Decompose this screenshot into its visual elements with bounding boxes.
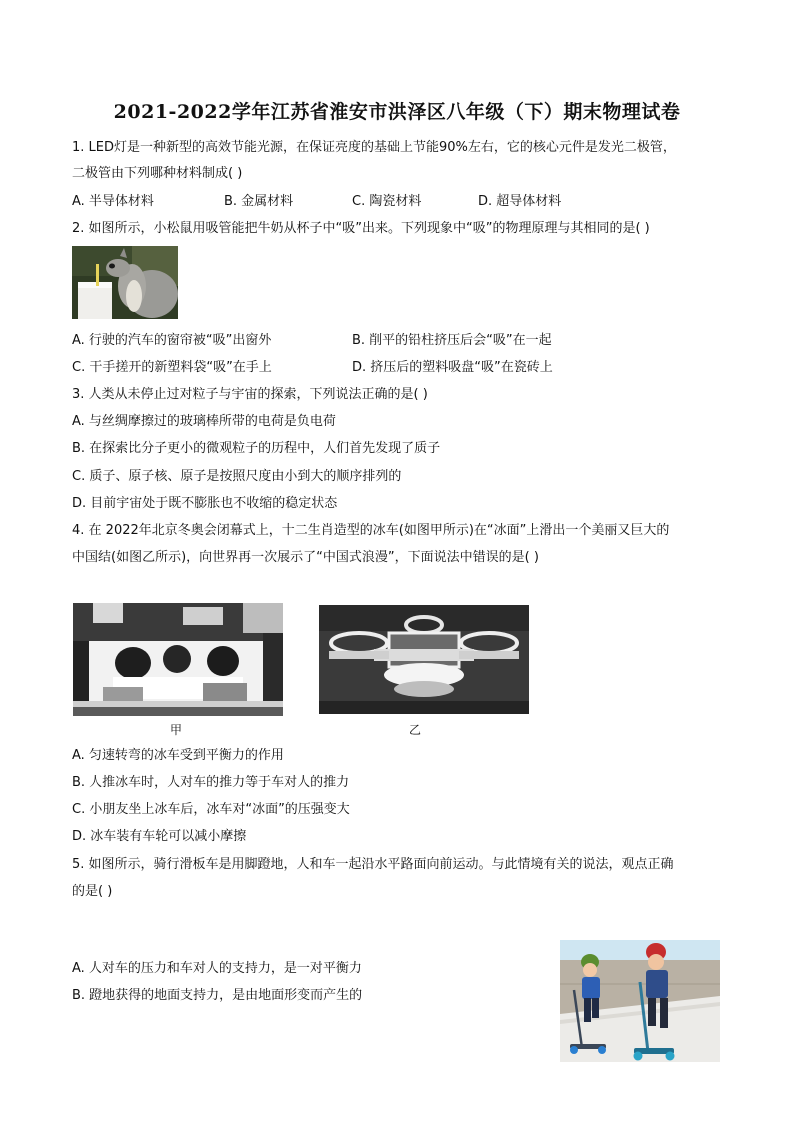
q2-option-d: D. 挤压后的塑料吸盘“吸”在瓷砖上 (352, 360, 553, 375)
q5-option-a: A. 人对车的压力和车对人的支持力，是一对平衡力 (72, 961, 362, 976)
q1-stem-line1: 1. LED灯是一种新型的高效节能光源，在保证亮度的基础上节能90%左右，它的核心元件是发光二极管， (72, 140, 676, 155)
caption-jia: 甲 (170, 723, 183, 737)
q3-stem: 3. 人类从未停止过对粒子与宇宙的探索，下列说法正确的是( ) (72, 387, 428, 402)
q1-option-b: B. 金属材料 (224, 194, 294, 209)
q2-option-a: A. 行驶的汽车的窗帘被“吸”出窗外 (72, 333, 272, 348)
q3-option-a: A. 与丝绸摩擦过的玻璃棒所带的电荷是负电荷 (72, 414, 336, 429)
q4-option-d: D. 冰车装有车轮可以减小摩擦 (72, 829, 247, 844)
q2-option-c: C. 干手搓开的新塑料袋“吸”在手上 (72, 360, 272, 375)
q5-option-b: B. 蹬地获得的地面支持力，是由地面形变而产生的 (72, 988, 363, 1003)
q5-stem-line1: 5. 如图所示，骑行滑板车是用脚蹬地，人和车一起沿水平路面向前运动。与此情境有关的说法，观点正确 (72, 857, 674, 872)
squirrel-image (72, 246, 178, 319)
q3-option-d: D. 目前宇宙处于既不膨胀也不收缩的稳定状态 (72, 496, 338, 511)
q5-stem-line2: 的是( ) (72, 884, 113, 899)
q4-stem-line1: 4. 在 2022年北京冬奥会闭幕式上，十二生肖造型的冰车(如图甲所示)在“冰面”上滑出一个美丽又巨大的 (72, 523, 670, 538)
q4-stem-line2: 中国结(如图乙所示)，向世界再一次展示了“中国式浪漫”，下面说法中错误的是( ) (72, 550, 539, 565)
q2-stem: 2. 如图所示，小松鼠用吸管能把牛奶从杯子中“吸”出来。下列现象中“吸”的物理原理与其相同的是( ) (72, 221, 650, 236)
q1-option-d: D. 超导体材料 (478, 194, 562, 209)
q2-option-b: B. 削平的铅柱挤压后会“吸”在一起 (352, 333, 552, 348)
chinese-knot-photo-yi (319, 605, 529, 714)
caption-yi: 乙 (409, 723, 422, 737)
q3-option-c: C. 质子、原子核、原子是按照尺度由小到大的顺序排列的 (72, 469, 402, 484)
q4-option-c: C. 小朋友坐上冰车后，冰车对“冰面”的压强变大 (72, 802, 350, 817)
q3-option-b: B. 在探索比分子更小的微观粒子的历程中，人们首先发现了质子 (72, 441, 441, 456)
q4-option-a: A. 匀速转弯的冰车受到平衡力的作用 (72, 748, 284, 763)
scooter-kids-image (560, 940, 720, 1062)
q1-option-c: C. 陶瓷材料 (352, 194, 422, 209)
page-title: 2021-2022学年江苏省淮安市洪泽区八年级（下）期末物理试卷 (113, 101, 681, 123)
q4-option-b: B. 人推冰车时，人对车的推力等于车对人的推力 (72, 775, 350, 790)
ice-cart-photo-jia (73, 603, 283, 716)
q1-stem-line2: 二极管由下列哪种材料制成( ) (72, 166, 243, 181)
q1-option-a: A. 半导体材料 (72, 194, 154, 209)
